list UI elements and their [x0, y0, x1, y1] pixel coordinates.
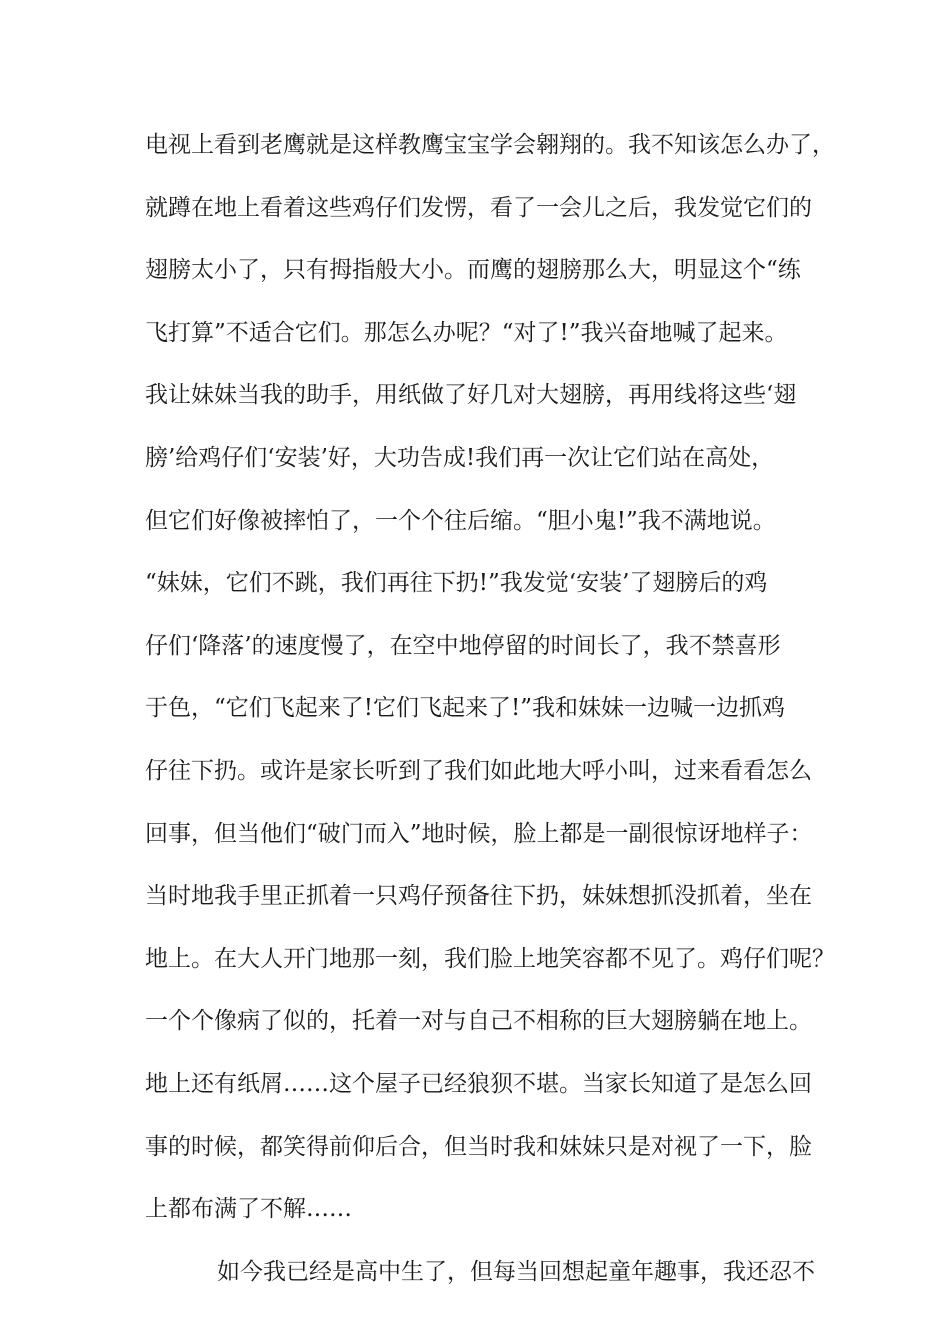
text-line: 就蹲在地上看着这些鸡仔们发愣，看了一会儿之后，我发觉它们的	[145, 194, 812, 221]
text-line: 地上。在大人开门地那一刻，我们脸上地笑容都不见了。鸡仔们呢？	[145, 945, 835, 972]
text-line: 地上还有纸屑……这个屋子已经狼狈不堪。当家长知道了是怎么回	[145, 1070, 812, 1097]
text-line: 飞打算”不适合它们。那怎么办呢？“对了!”我兴奋地喊了起来。	[145, 319, 788, 346]
text-line: 一个个像病了似的，托着一对与自己不相称的巨大翅膀躺在地上。	[145, 1008, 812, 1035]
text-line: 仔往下扔。或许是家长听到了我们如此地大呼小叫，过来看看怎么	[145, 757, 812, 784]
text-line: 膀’给鸡仔们‘安装’好，大功告成!我们再一次让它们站在高处，	[145, 444, 775, 471]
text-line: 事的时候，都笑得前仰后合，但当时我和妹妹只是对视了一下，脸	[145, 1133, 812, 1160]
text-line: 回事，但当他们“破门而入”地时候，脸上都是一副很惊讶地样子：	[145, 820, 813, 847]
body-text	[145, 132, 835, 1321]
paragraph-start-line: 如今我已经是高中生了，但每当回想起童年趣事，我还忍不	[217, 1258, 815, 1285]
text-line: 上都布满了不解……	[145, 1196, 352, 1223]
text-line: 翅膀太小了，只有拇指般大小。而鹰的翅膀那么大，明显这个“练	[145, 257, 801, 284]
text-line: 仔们‘降落’的速度慢了，在空中地停留的时间长了，我不禁喜形	[145, 632, 781, 659]
text-line: 电视上看到老鹰就是这样教鹰宝宝学会翱翔的。我不知该怎么办了，	[145, 132, 835, 158]
text-line: 但它们好像被摔怕了，一个个往后缩。“胆小鬼!”我不满地说。	[145, 507, 776, 534]
text-line: 我让妹妹当我的助手，用纸做了好几对大翅膀，再用线将这些‘翅	[145, 382, 797, 409]
text-line: 当时地我手里正抓着一只鸡仔预备往下扔，妹妹想抓没抓着，坐在	[145, 883, 812, 910]
text-line: “妹妹，它们不跳，我们再往下扔!”我发觉‘安装’了翅膀后的鸡	[145, 570, 768, 597]
text-line: 于色，“它们飞起来了!它们飞起来了!”我和妹妹一边喊一边抓鸡	[145, 695, 786, 722]
